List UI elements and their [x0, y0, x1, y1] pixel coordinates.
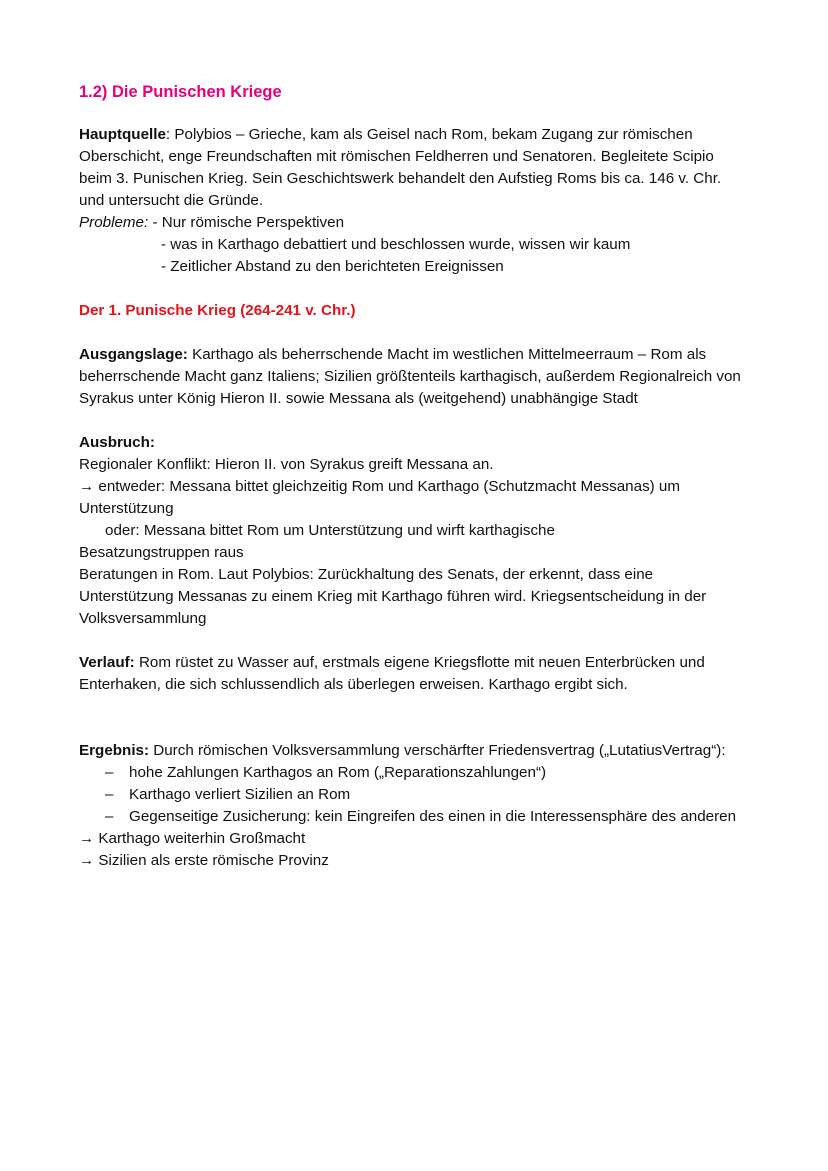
ergebnis-text: Durch römischen Volksversammlung verschärfter Friedensvertrag („LutatiusVertrag“): [149, 742, 726, 759]
list-item [79, 784, 749, 806]
ausbruch-line-4: Besatzungstruppen raus [79, 544, 244, 561]
dash-marker: – [105, 764, 114, 781]
dash-marker: – [105, 786, 114, 803]
verlauf-paragraph [79, 652, 749, 696]
probleme-label: Probleme: [79, 214, 149, 231]
probleme-item-3: - Zeitlicher Abstand zu den berichteten Ereignissen [161, 258, 504, 275]
ausbruch-block [79, 432, 749, 630]
section-heading: Der 1. Punische Krieg (264-241 v. Chr.) [79, 302, 356, 319]
verlauf-label: Verlauf: [79, 654, 135, 671]
ergebnis-label: Ergebnis: [79, 742, 150, 759]
dash-marker: – [105, 808, 114, 825]
ausgangslage-block [79, 344, 749, 410]
probleme-line-1 [79, 212, 749, 234]
hauptquelle-text: : Polybios – Grieche, kam als Geisel nach Rom, bekam Zugang zur römischen Oberschicht, enge Freundschaften mit römischen Feldherren und Senatoren. Begleitete Scipio beim 3. Punischen Krieg. Sein Geschichtswerk behandelt den Aufstieg Roms bis ca. 146 v. Chr. und untersucht die Gründe. [79, 126, 722, 209]
page-title: 1.2) Die Punischen Kriege [79, 83, 282, 101]
ergebnis-item-3: Gegenseitige Zusicherung: kein Eingreifen des einen in die Interessensphäre des anderen [129, 808, 737, 825]
conclusion-2: → Sizilien als erste römische Provinz [79, 852, 329, 869]
hauptquelle-label: Hauptquelle [79, 126, 166, 143]
spacer [79, 718, 749, 740]
conclusion-1: → Karthago weiterhin Großmacht [79, 830, 306, 847]
probleme-item-1: - Nur römische Perspektiven [148, 214, 345, 231]
ergebnis-paragraph [79, 740, 749, 762]
probleme-item-2: - was in Karthago debattiert und beschlossen wurde, wissen wir kaum [161, 236, 631, 253]
ergebnis-block [79, 740, 749, 872]
hauptquelle-paragraph [79, 124, 749, 212]
list-item [79, 762, 749, 784]
list-item [79, 806, 749, 828]
ausgangslage-label: Ausgangslage: [79, 346, 188, 363]
ergebnis-item-1: hohe Zahlungen Karthagos an Rom („Reparationszahlungen“) [129, 764, 547, 781]
ergebnis-list [79, 762, 749, 828]
ergebnis-item-2: Karthago verliert Sizilien an Rom [129, 786, 351, 803]
document-page [79, 80, 749, 872]
verlauf-text: Rom rüstet zu Wasser auf, erstmals eigene Kriegsflotte mit neuen Enterbrücken und Enterhaken, die sich schlussendlich als überlegen erweisen. Karthago ergibt sich. [79, 654, 705, 693]
ausbruch-label: Ausbruch: [79, 434, 155, 451]
ausgangslage-paragraph [79, 344, 749, 410]
ausbruch-line-5: Beratungen in Rom. Laut Polybios: Zurückhaltung des Senats, der erkennt, dass eine Unterstützung Messanas zu einem Krieg mit Karthago führen wird. Kriegsentscheidung in der Volksversammlung [79, 566, 707, 627]
hauptquelle-block [79, 124, 749, 278]
ausbruch-line-1: Regionaler Konflikt: Hieron II. von Syrakus greift Messana an. [79, 456, 494, 473]
ausbruch-line-2: → entweder: Messana bittet gleichzeitig Rom und Karthago (Schutzmacht Messanas) um Unterstützung [79, 478, 681, 517]
ausbruch-line-3: oder: Messana bittet Rom um Unterstützung und wirft karthagische [105, 522, 555, 539]
verlauf-block [79, 652, 749, 696]
ausgangslage-text: Karthago als beherrschende Macht im westlichen Mittelmeerraum – Rom als beherrschende Macht ganz Italiens; Sizilien größtenteils karthagisch, außerdem Regionalreich von Syrakus unter König Hieron II. sowie Messana als (weitgehend) unabhängige Stadt [79, 346, 741, 407]
